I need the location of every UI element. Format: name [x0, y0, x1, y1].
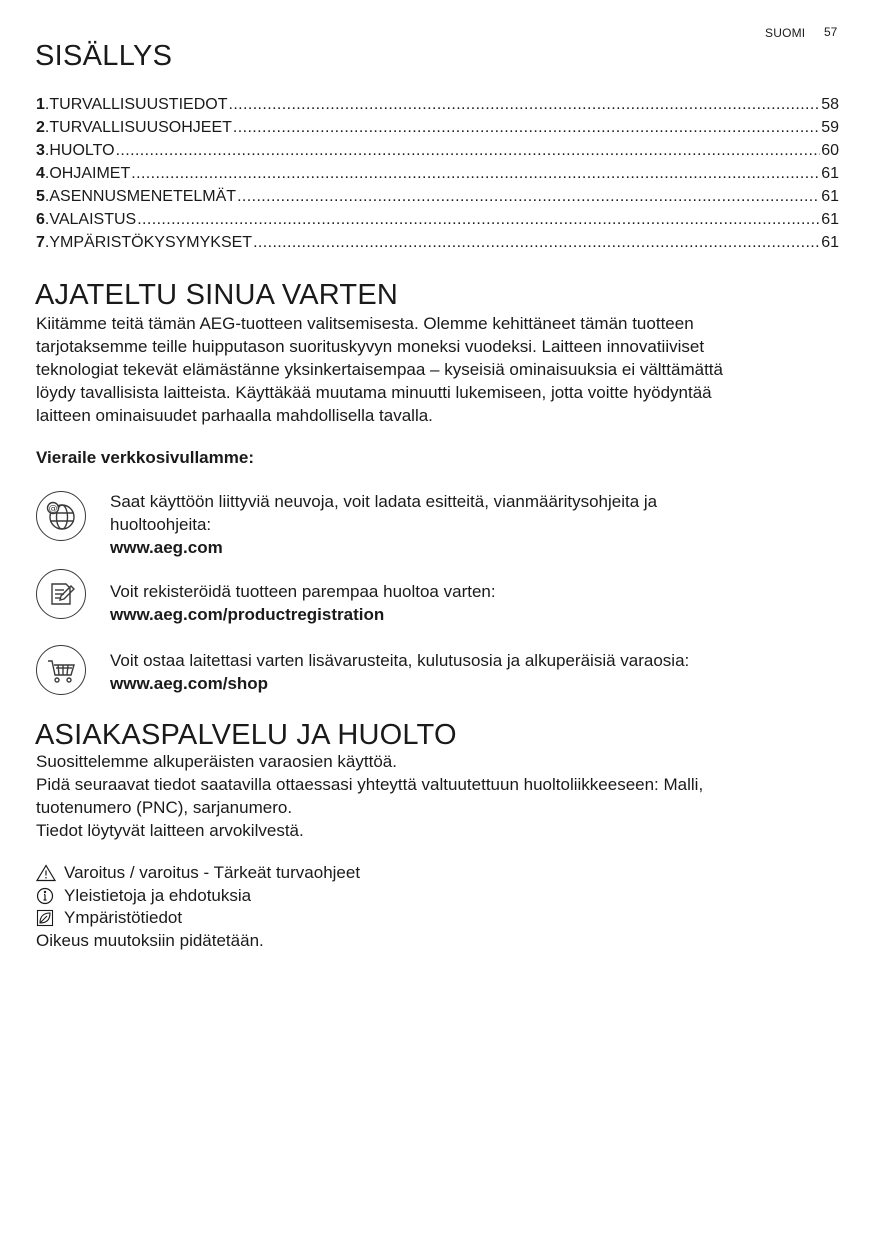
toc-item-label: HUOLTO — [49, 142, 115, 159]
legend-item — [36, 907, 360, 930]
legend-item — [36, 885, 360, 908]
contact-registration — [36, 580, 836, 650]
shopping-cart-icon — [36, 645, 86, 695]
visit-website-label: Vieraile verkkosivullamme: — [36, 448, 254, 467]
toc-item-label: YMPÄRISTÖKYSYMYKSET — [49, 234, 253, 251]
toc-title: SISÄLLYS — [35, 40, 173, 72]
legend-item — [36, 862, 360, 885]
toc-item-page: 58 — [821, 96, 839, 113]
contact-shop — [36, 649, 836, 719]
contact-line: Voit rekisteröidä tuotteen parempaa huoltoa varten: — [110, 582, 496, 601]
toc-item-page: 61 — [821, 188, 839, 205]
contact-support — [36, 490, 836, 560]
toc-leader-dots — [253, 234, 820, 252]
intro-title: AJATELTU SINUA VARTEN — [35, 279, 399, 311]
toc-item[interactable] — [36, 96, 839, 119]
toc-item-page: 61 — [821, 234, 839, 251]
toc-item[interactable] — [36, 119, 839, 142]
toc-item-separator: . — [44, 165, 50, 182]
intro-line: teknologiat tekevät elämästänne yksinkertaisempaa – kyseisiä ominaisuuksia ei välttämättä — [36, 360, 723, 379]
warning-triangle-icon — [36, 864, 56, 882]
toc-item[interactable] — [36, 142, 839, 165]
service-title: ASIAKASPALVELU JA HUOLTO — [35, 719, 457, 751]
service-line: Tiedot löytyvät laitteen arvokilvestä. — [36, 821, 304, 840]
contact-line: Saat käyttöön liittyviä neuvoja, voit ladata esitteitä, vianmääritysohjeita ja — [110, 492, 658, 511]
toc-item-number: 1 — [36, 96, 45, 113]
toc-item-label: TURVALLISUUSOHJEET — [49, 119, 232, 136]
page-number: 57 — [824, 25, 838, 39]
toc-item-page: 59 — [821, 119, 839, 136]
toc-leader-dots — [137, 211, 820, 229]
toc-item-number: 3 — [36, 142, 45, 159]
legend-label: Ympäristötiedot — [64, 908, 183, 927]
contact-shop-text — [110, 649, 830, 695]
contact-registration-text — [110, 580, 830, 626]
intro-line: löydy tavallisista laitteista. Käyttäkää muutama minuutti lukemiseen, jotta voitte hyödyntää — [36, 383, 712, 402]
legend-label: Varoitus / varoitus - Tärkeät turvaohjeet — [64, 863, 361, 882]
contact-support-text — [110, 490, 830, 559]
toc-item-separator: . — [44, 96, 50, 113]
intro-paragraph — [36, 312, 826, 427]
registration-form-icon — [36, 569, 86, 619]
table-of-contents — [36, 96, 839, 257]
globe-at-icon — [36, 491, 86, 541]
toc-item-label: TURVALLISUUSTIEDOT — [49, 96, 228, 113]
service-line: tuotenumero (PNC), sarjanumero. — [36, 798, 293, 817]
toc-item-label: VALAISTUS — [49, 211, 137, 228]
contact-line: huoltoohjeita: — [110, 515, 212, 534]
toc-item[interactable] — [36, 234, 839, 257]
intro-line: tarjotaksemme teille huipputason suorituskyvyn moneksi vuodeksi. Laitteen innovatiiviset — [36, 337, 705, 356]
toc-item-number: 6 — [36, 211, 45, 228]
toc-item-number: 4 — [36, 165, 45, 182]
svg-text:@: @ — [48, 504, 58, 514]
info-circle-icon — [36, 887, 56, 905]
toc-item-separator: . — [44, 188, 50, 205]
intro-line: laitteen ominaisuudet parhaalla mahdollisella tavalla. — [36, 406, 433, 425]
toc-item[interactable] — [36, 165, 839, 188]
environment-leaf-icon — [36, 909, 56, 927]
shop-link[interactable]: www.aeg.com/shop — [110, 674, 269, 693]
toc-item-page: 60 — [821, 142, 839, 159]
toc-item-separator: . — [44, 142, 50, 159]
service-paragraph — [36, 750, 826, 842]
toc-item-number: 7 — [36, 234, 45, 251]
legal-notice: Oikeus muutoksiin pidätetään. — [36, 930, 264, 950]
toc-item-label: OHJAIMET — [49, 165, 131, 182]
toc-leader-dots — [131, 165, 820, 183]
toc-item[interactable] — [36, 188, 839, 211]
toc-item-page: 61 — [821, 211, 839, 228]
toc-item-number: 2 — [36, 119, 45, 136]
website-link[interactable]: www.aeg.com — [110, 538, 223, 557]
toc-item-separator: . — [44, 211, 50, 228]
intro-line: Kiitämme teitä tämän AEG-tuotteen valitsemisesta. Olemme kehittäneet tämän tuotteen — [36, 314, 694, 333]
symbol-legend — [36, 862, 360, 952]
toc-item-label: ASENNUSMENETELMÄT — [49, 188, 237, 205]
toc-leader-dots — [116, 142, 821, 160]
service-line: Pidä seuraavat tiedot saatavilla ottaessasi yhteyttä valtuutettuun huoltoliikkeeseen: Malli, — [36, 775, 704, 794]
toc-item-separator: . — [44, 234, 50, 251]
toc-leader-dots — [233, 119, 820, 137]
header-language: SUOMI — [765, 26, 806, 40]
product-registration-link[interactable]: www.aeg.com/productregistration — [110, 605, 385, 624]
toc-item-page: 61 — [821, 165, 839, 182]
toc-leader-dots — [237, 188, 820, 206]
contact-line: Voit ostaa laitettasi varten lisävarusteita, kulutusosia ja alkuperäisiä varaosia: — [110, 651, 690, 670]
toc-item[interactable] — [36, 211, 839, 234]
service-line: Suosittelemme alkuperäisten varaosien käyttöä. — [36, 752, 397, 771]
toc-leader-dots — [228, 96, 820, 114]
toc-item-number: 5 — [36, 188, 45, 205]
toc-item-separator: . — [44, 119, 50, 136]
legend-label: Yleistietoja ja ehdotuksia — [64, 885, 252, 905]
